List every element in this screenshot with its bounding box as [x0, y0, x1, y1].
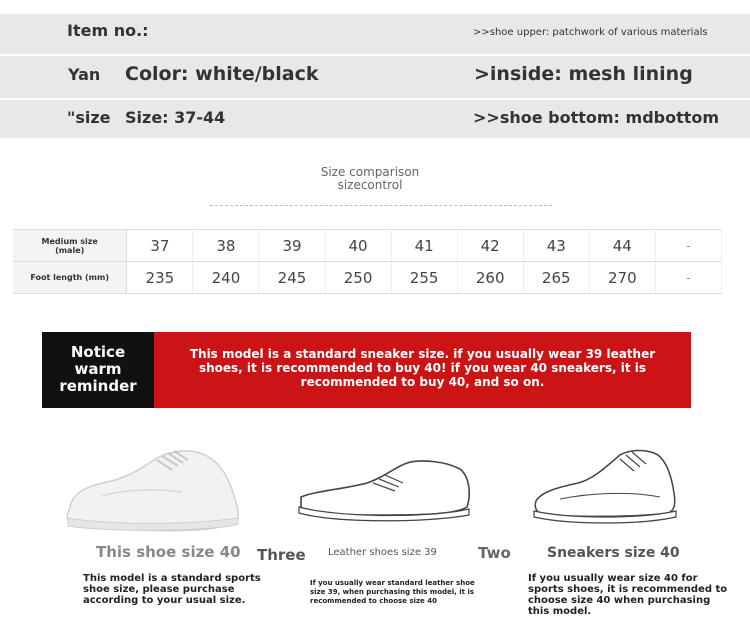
- table-row: [13, 230, 722, 262]
- table-cell: 41: [391, 230, 457, 262]
- table-cell: 42: [457, 230, 523, 262]
- table-cell: 44: [589, 230, 655, 262]
- table-cell: 240: [193, 262, 259, 294]
- table-cell: 265: [523, 262, 589, 294]
- notice-line2: warm: [74, 360, 122, 378]
- table-row-header-line2: (male): [55, 245, 85, 255]
- color-text: Color: white/black: [125, 63, 319, 85]
- this-shoe-description: This model is a standard sports shoe size, please purchase according to your usual size.: [83, 573, 261, 606]
- leather-shoe-description: If you usually wear standard leather shoe size 39, when purchasing this model, it is recommended to choose size 40: [310, 579, 475, 605]
- table-cell: 38: [193, 230, 259, 262]
- brand-text: Yan: [68, 65, 101, 84]
- info-row-item-no: [0, 14, 750, 54]
- item-no-label: Item no.:: [67, 21, 149, 40]
- three-label: Three: [257, 546, 306, 564]
- table-row-header-line1: Medium size: [41, 236, 98, 246]
- white-sneaker-image: [62, 438, 244, 534]
- table-cell: 235: [127, 262, 193, 294]
- table-cell: -: [655, 230, 721, 262]
- size-range-text: Size: 37-44: [125, 108, 226, 127]
- notice-line3: reminder: [59, 377, 137, 395]
- table-cell: 250: [325, 262, 391, 294]
- table-cell: 37: [127, 230, 193, 262]
- table-cell: 39: [259, 230, 325, 262]
- table-cell: -: [655, 262, 721, 294]
- size-comparison-title-line2: sizecontrol: [337, 178, 403, 192]
- leather-shoe-image: [295, 455, 475, 525]
- table-cell: 260: [457, 262, 523, 294]
- table-cell: 40: [325, 230, 391, 262]
- size-prefix-text: "size: [67, 108, 111, 127]
- dashed-divider: [210, 205, 552, 206]
- table-row: [13, 262, 722, 294]
- info-row-color: [0, 56, 750, 98]
- this-shoe-label: This shoe size 40: [96, 543, 241, 561]
- size-comparison-title-line1: Size comparison: [320, 165, 420, 179]
- shoe-upper-text: >>shoe upper: patchwork of various materials: [473, 27, 708, 38]
- size-comparison-title: [290, 166, 450, 192]
- sneakers-label: Sneakers size 40: [547, 545, 680, 561]
- table-cell: 245: [259, 262, 325, 294]
- inside-text: >inside: mesh lining: [474, 63, 693, 85]
- sneaker-outline-image: [530, 445, 680, 525]
- size-table: [13, 229, 722, 294]
- table-row-header: [13, 230, 127, 262]
- table-row-header-line1: Foot length (mm): [30, 273, 109, 282]
- table-cell: 255: [391, 262, 457, 294]
- leather-shoe-label: Leather shoes size 39: [328, 547, 437, 558]
- two-label: Two: [478, 544, 511, 562]
- table-cell: 270: [589, 262, 655, 294]
- table-cell: 43: [523, 230, 589, 262]
- notice-label-box: [42, 332, 154, 408]
- shoe-bottom-text: >>shoe bottom: mdbottom: [473, 108, 720, 127]
- notice-line1: Notice: [70, 343, 126, 361]
- notice-message: This model is a standard sneaker size. if you usually wear 39 leather shoes, it is recommended to buy 40! if you wear 40 sneakers, it is recommended to buy 40, and so on.: [189, 347, 656, 389]
- sneakers-description: If you usually wear size 40 for sports shoes, it is recommended to choose size 40 when purchasing this model.: [528, 573, 728, 617]
- notice-message-box: [154, 332, 691, 408]
- info-row-size: [0, 100, 750, 138]
- table-row-header: [13, 262, 127, 294]
